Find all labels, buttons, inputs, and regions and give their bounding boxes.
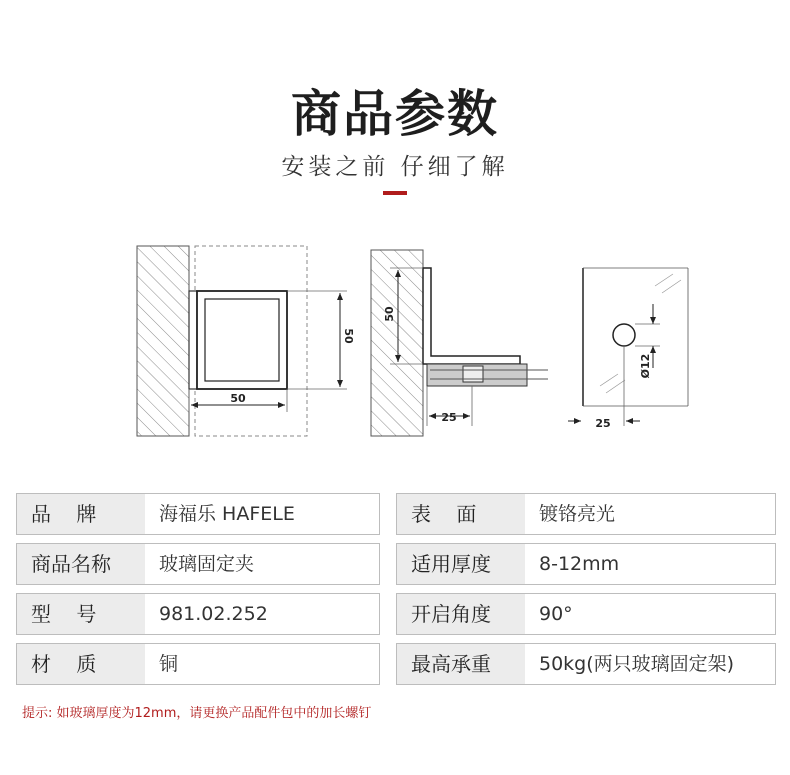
spec-label: 材 质 xyxy=(17,644,145,684)
spec-cell-angle xyxy=(396,593,776,635)
spec-cell-material xyxy=(16,643,380,685)
front-width-label: 50 xyxy=(230,392,246,405)
spec-label: 商品名称 xyxy=(17,544,145,584)
spec-value: 铜 xyxy=(159,653,179,675)
spec-cell-surface xyxy=(396,493,776,535)
spec-label: 开启角度 xyxy=(397,594,525,634)
technical-drawing xyxy=(0,238,790,448)
spec-cell-thickness xyxy=(396,543,776,585)
wall-hatch xyxy=(137,246,189,436)
glass-view xyxy=(568,268,688,430)
spec-value: 50kg(两只玻璃固定架) xyxy=(539,653,735,675)
mounting-hole xyxy=(613,324,635,346)
spec-label: 最高承重 xyxy=(397,644,525,684)
spec-label: 表 面 xyxy=(397,494,525,534)
spec-cell-brand xyxy=(16,493,380,535)
side-clamp-screw xyxy=(463,366,483,382)
spec-row xyxy=(16,643,776,685)
side-clamp-profile xyxy=(423,268,520,364)
spec-value: 90° xyxy=(539,603,573,625)
spec-row xyxy=(16,493,776,535)
glass-offset-label: 25 xyxy=(595,417,611,430)
spec-row xyxy=(16,593,776,635)
spec-value: 海福乐 HAFELE xyxy=(159,503,295,525)
side-wall-hatch xyxy=(371,250,423,436)
page-title: 商品参数 xyxy=(291,85,499,143)
spec-value: 8-12mm xyxy=(539,553,620,575)
spec-row xyxy=(16,543,776,585)
install-note: 提示: 如玻璃厚度为12mm，请更换产品配件包中的加长螺钉 xyxy=(22,706,372,721)
spec-cell-max-load xyxy=(396,643,776,685)
accent-divider xyxy=(383,191,407,195)
clamp-base-plate xyxy=(189,291,197,389)
spec-value: 981.02.252 xyxy=(159,603,268,625)
spec-value: 镀铬亮光 xyxy=(539,503,616,525)
front-view xyxy=(137,246,355,436)
clamp-inner xyxy=(205,299,279,381)
side-height-label: 50 xyxy=(383,306,396,322)
spec-label: 型 号 xyxy=(17,594,145,634)
spec-value: 玻璃固定夹 xyxy=(159,553,255,575)
side-view xyxy=(371,250,548,436)
spec-cell-product-name xyxy=(16,543,380,585)
hole-diameter-label: Ø12 xyxy=(639,353,652,379)
page-subtitle: 安装之前 仔细了解 xyxy=(281,154,509,180)
front-height-label: 50 xyxy=(342,328,355,344)
spec-label: 品 牌 xyxy=(17,494,145,534)
side-offset-label: 25 xyxy=(441,411,457,424)
spec-cell-model xyxy=(16,593,380,635)
spec-label: 适用厚度 xyxy=(397,544,525,584)
